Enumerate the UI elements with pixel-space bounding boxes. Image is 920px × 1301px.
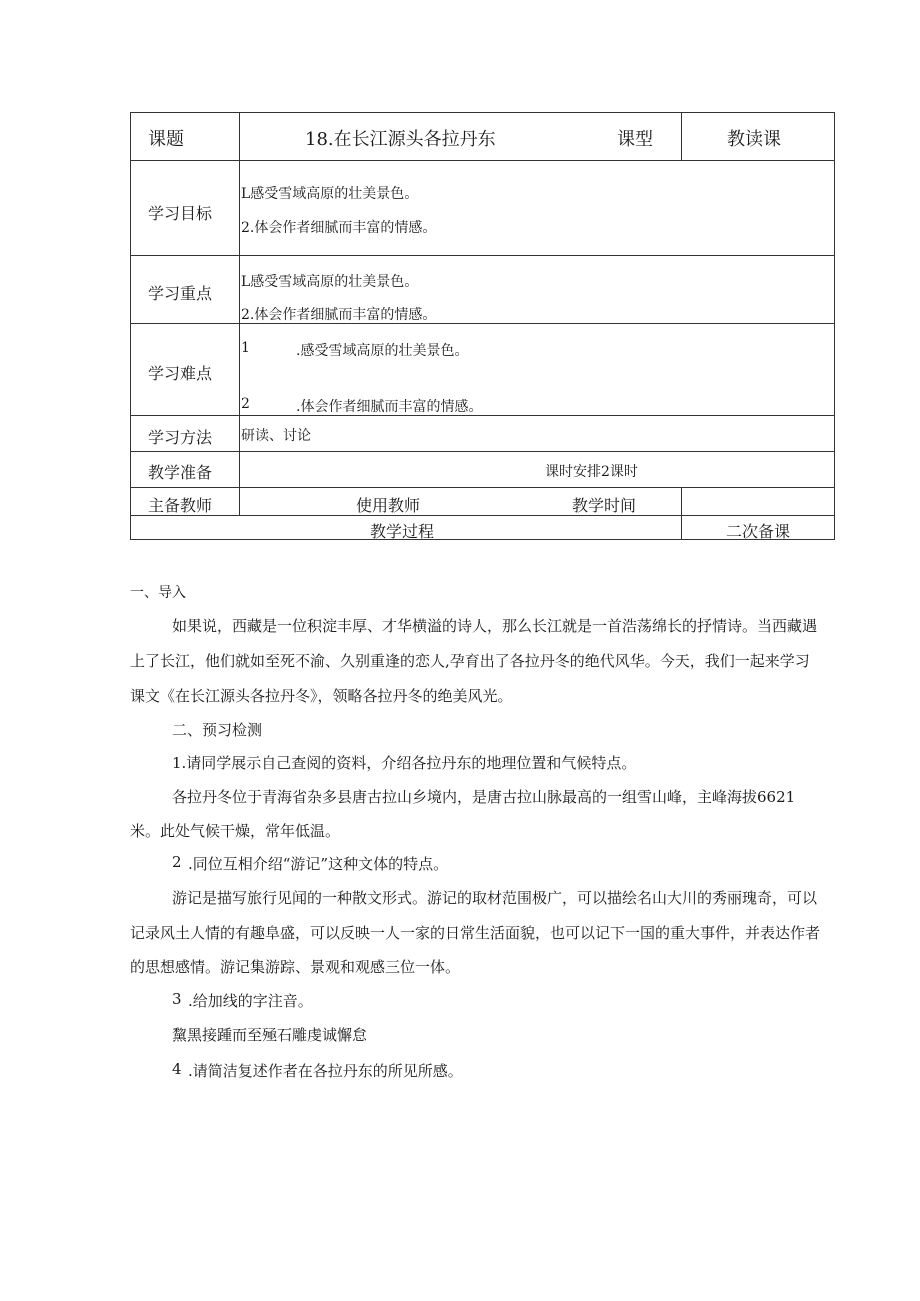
- section-1-heading: 一、导入: [130, 585, 186, 601]
- method-label: 学习方法: [148, 428, 213, 447]
- method-value: 研读、讨论: [241, 428, 311, 444]
- answer-3: 黧黑接踵而至殛石雕虔诚懈怠: [172, 1026, 368, 1044]
- goal-item-2: 2.体会作者细腻而丰富的情感。: [241, 220, 437, 236]
- intro-line-1: 如果说，西藏是一位积淀丰厚、才华横溢的诗人，那么长江就是一首浩荡绵长的抒情诗。当西藏遇: [172, 617, 818, 635]
- answer-2-line-2: 记录风土人情的有趣阜盛，可以反映一人一家的日常生活面貌，也可以记下一国的重大事件，并表达作者: [130, 924, 821, 942]
- lesson-label: 课题: [148, 129, 184, 150]
- question-4: .请简洁复述作者在各拉丹东的所见所感。: [188, 1062, 463, 1080]
- key-label: 学习重点: [148, 284, 213, 303]
- goal-item-1: L感受雪域高原的壮美景色。: [241, 186, 419, 202]
- question-2-num: 2: [172, 853, 182, 871]
- intro-line-2: 上了长江，他们就如至死不渝、久别重逢的恋人,孕育出了各拉丹冬的绝代风华。今天，我们一起来学习: [130, 652, 810, 670]
- difficulty-label: 学习难点: [148, 364, 213, 383]
- goals-label: 学习目标: [148, 204, 213, 223]
- answer-1-line-2: 米。此处气候干燥，常年低温。: [130, 822, 341, 840]
- difficulty-item-2: .体会作者细腻而丰富的情感。: [296, 399, 483, 415]
- type-value: 教读课: [727, 129, 781, 150]
- question-4-num: 4: [172, 1060, 182, 1078]
- schedule-value: 课时安排2课时: [545, 464, 638, 480]
- answer-2-line-3: 的思想感情。游记集游踪、景观和观感三位一体。: [130, 958, 461, 976]
- difficulty-item-1: .感受雪域高原的壮美景色。: [296, 343, 469, 359]
- key-item-1: L感受雪域高原的壮美景色。: [241, 274, 419, 290]
- question-3-num: 3: [172, 990, 182, 1008]
- key-item-2: 2.体会作者细腻而丰富的情感。: [241, 307, 437, 323]
- question-2: .同位互相介绍“游记”这种文体的特点。: [188, 855, 449, 873]
- prep-label: 教学准备: [148, 463, 213, 482]
- answer-1-line-1: 各拉丹冬位于青海省杂多县唐古拉山乡境内，是唐古拉山脉最高的一组雪山峰，主峰海拔6621: [172, 788, 796, 806]
- second-prep-label: 二次备课: [726, 522, 791, 541]
- question-3: .给加线的字注音。: [188, 992, 313, 1010]
- user-teacher-label: 使用教师: [356, 496, 421, 515]
- difficulty-num-1: 1: [241, 340, 250, 356]
- lesson-title: 18.在长江源头各拉丹东: [305, 129, 496, 150]
- difficulty-num-2: 2: [241, 396, 250, 412]
- time-label: 教学时间: [572, 496, 637, 515]
- section-2-heading: 二、预习检测: [172, 721, 263, 739]
- process-label: 教学过程: [370, 522, 435, 541]
- intro-line-3: 课文《在长江源头各拉丹冬》，领略各拉丹冬的绝美风光。: [130, 687, 513, 705]
- main-teacher-label: 主备教师: [148, 496, 213, 515]
- type-label: 课型: [617, 129, 653, 150]
- answer-2-line-1: 游记是描写旅行见闻的一种散文形式。游记的取材范围极广，可以描绘名山大川的秀丽瑰奇，可以: [172, 889, 818, 907]
- question-1: 1.请同学展示自己查阅的资料，介绍各拉丹东的地理位置和气候特点。: [172, 754, 637, 772]
